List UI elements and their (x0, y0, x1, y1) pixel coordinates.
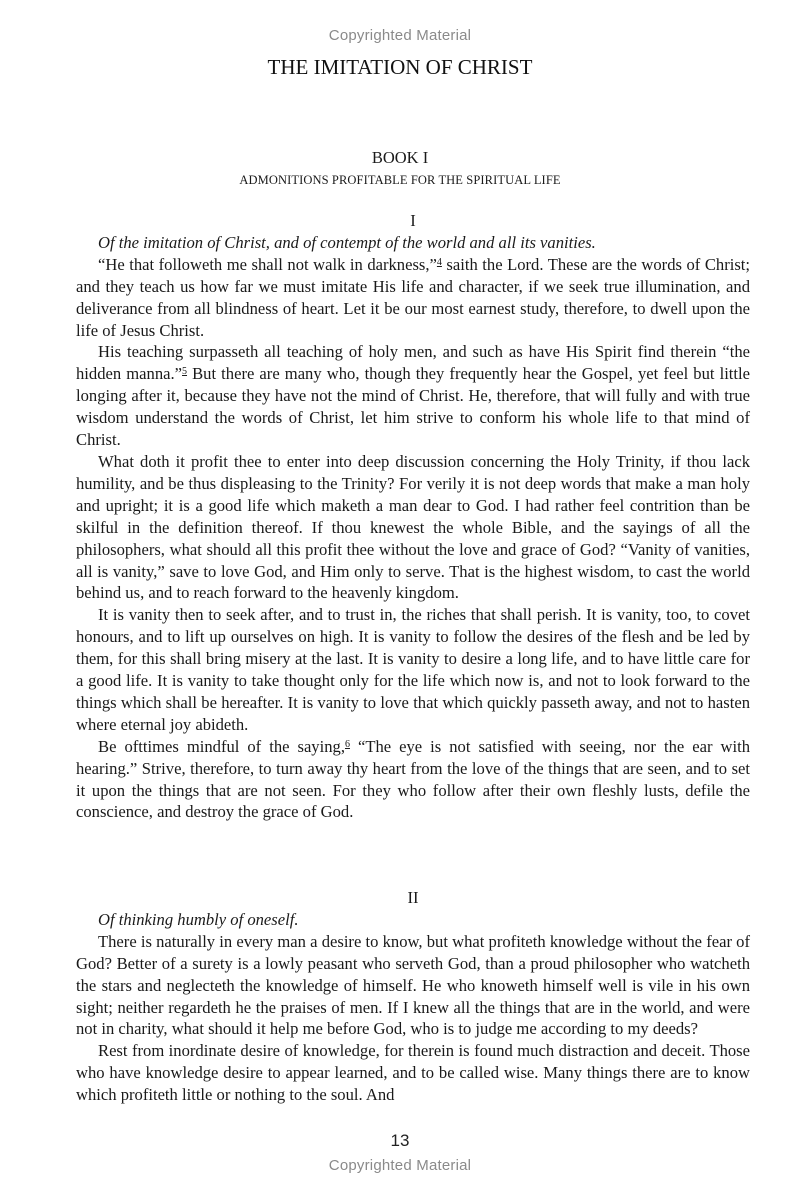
chapter-2 (76, 887, 750, 1106)
footnote-reference[interactable]: 4 (436, 256, 442, 268)
chapter-title: Of thinking humbly of oneself. (98, 909, 299, 929)
paragraph: There is naturally in every man a desire to know, but what profiteth knowledge without the fear of God? Better of a surety is a lowly peasant who serveth God, than a proud philosopher who watcheth the stars and neglecteth the knowledge of himself. He who knoweth himself well is vile in his own sight; neither regardeth he the praises of men. If I knew all the things that are in the world, and were not in charity, what should it help me before God, who is to judge me according to my deeds? (76, 931, 750, 1039)
paragraph: His teaching surpasseth all teaching of holy men, and such as have His Spirit find therein “the hidden manna.”$^5$ But there are many who, though they frequently hear the Gospel, yet feel but little longing after it, because they have not the mind of Christ. He, therefore, that will fully and with true wisdom understand the words of Christ, let him strive to conform his whole life to that mind of Christ. (76, 342, 751, 450)
chapter-numeral: I (410, 211, 416, 230)
page-number: 13 (390, 1131, 410, 1150)
watermark-bottom: Copyrighted Material (328, 1157, 472, 1174)
paragraph: What doth it profit thee to enter into deep discussion concerning the Holy Trinity, if thou lack humility, and be thus displeasing to the Trinity? For verily it is not deep words that make a man holy and upright; it is a good life which maketh a man dear to God. I had rather feel contrition than be skilful in the definition thereof. If thou knewest the whole Bible, and the sayings of all the philosophers, what should all this profit thee without the love and grace of God? “Vanity of vanities, all is vanity,” save to love God, and Him only to serve. That is the highest wisdom, to cast the world behind us, and to reach forward to the heavenly kingdom. (76, 451, 750, 603)
paragraph: “He that followeth me shall not walk in darkness,”$^4$ saith the Lord. These are the words of Christ; and they teach us how far we must imitate His life and character, if we seek true illumination, and deliverance from all blindness of heart. Let it be our most earnest study, therefore, to dwell upon the life of Jesus Christ. (76, 254, 751, 340)
paragraph: Be ofttimes mindful of the saying,$^6$ “The eye is not satisfied with seeing, nor the ear with hearing.” Strive, therefore, to turn away thy heart from the love of the things that are seen, and to set it upon the things that are not seen. For they who follow after their own fleshly lusts, defile the conscience, and destroy the grace of God. (76, 736, 750, 822)
chapter-numeral: II (407, 888, 419, 907)
footnote-reference[interactable]: 5 (182, 366, 188, 378)
chapter-title: Of the imitation of Christ, and of contempt of the world and all its vanities. (98, 232, 596, 252)
book-heading: BOOK I (371, 148, 429, 167)
paragraph: It is vanity then to seek after, and to trust in, the riches that shall perish. It is vanity, too, to covet honours, and to lift up ourselves on high. It is vanity to follow the desires of the flesh and be led by them, for this shall bring misery at the last. It is vanity to desire a long life, and to have little care for a good life. It is vanity to take thought only for the life which now is, and not to look forward to the things which shall be hereafter. It is vanity to love that which quickly passeth away, and not to hasten where eternal joy abideth. (76, 605, 750, 734)
chapter-1 (76, 210, 750, 823)
footnote-reference[interactable]: 6 (344, 738, 350, 750)
running-title: THE IMITATION OF CHRIST (267, 55, 533, 79)
paragraph: Rest from inordinate desire of knowledge, for therein is found much distraction and deceit. Those who have knowledge desire to appear learned, and to be called wise. Many things there are to know which profiteth little or nothing to the soul. And (76, 1041, 750, 1105)
book-subheading: ADMONITIONS PROFITABLE FOR THE SPIRITUAL LIFE (239, 173, 561, 187)
watermark-top: Copyrighted Material (328, 27, 472, 44)
